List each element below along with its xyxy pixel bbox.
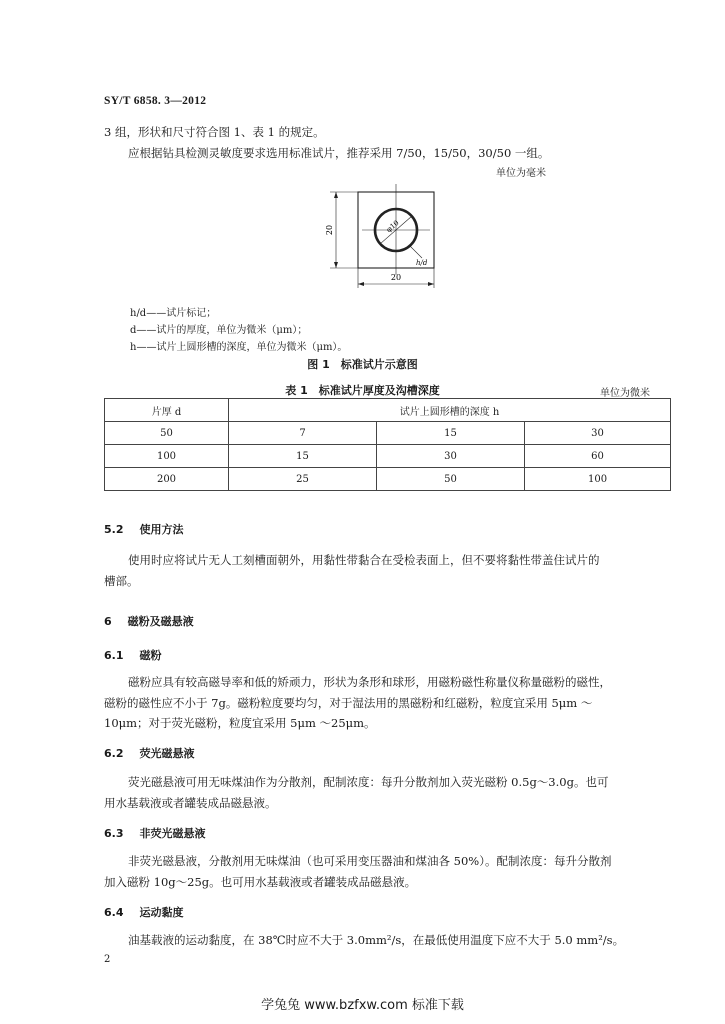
paragraph-line: 荧光磁悬液可用无味煤油作为分散剂，配制浓度：每升分散剂加入荧光磁粉 0.5g～3.0g。也可 (128, 775, 609, 789)
section-number: 6.3 (104, 827, 124, 840)
dim-arrow-up (334, 192, 338, 198)
section-title: 非荧光磁悬液 (139, 827, 206, 840)
table-cell: 30 (525, 422, 671, 445)
table-row (105, 445, 671, 468)
dim-arrow-left (358, 282, 364, 286)
groove-leader (410, 246, 422, 258)
height-dimension-label: 20 (325, 224, 334, 236)
section-6-2-heading (104, 745, 195, 761)
paragraph-line: 使用时应将试片无人工刻槽面朝外，用黏性带黏合在受检表面上，但不要将黏性带盖住试片的 (128, 553, 600, 567)
section-title: 磁粉 (139, 649, 162, 662)
section-title: 使用方法 (139, 523, 184, 536)
legend-line-3: h——试片上圆形槽的深度，单位为微米（μm）。 (130, 342, 348, 353)
table-cell: 60 (525, 445, 671, 468)
specimen-drawing (322, 180, 472, 290)
paragraph-line: 油基载液的运动黏度，在 38℃时应不大于 3.0mm²/s，在最低使用温度下应不大于 5.0 mm²/s。 (128, 933, 625, 947)
table-cell: 30 (377, 445, 525, 468)
paragraph-line: 用水基载液或者罐装成品磁悬液。 (104, 796, 277, 810)
section-number: 6.2 (104, 747, 124, 760)
section-6-heading (104, 613, 194, 629)
intro-line-1: 3 组，形状和尺寸符合图 1、表 1 的规定。 (104, 125, 325, 139)
table-row (105, 422, 671, 445)
page-number: 2 (104, 954, 111, 965)
width-dimension-label: 20 (390, 273, 402, 282)
figure-caption: 图 1 标准试片示意图 (307, 358, 418, 371)
table-cell: 50 (105, 422, 229, 445)
table-cell: 100 (525, 468, 671, 491)
section-title: 运动黏度 (139, 906, 184, 919)
table-cell: 50 (377, 468, 525, 491)
table-cell: 15 (377, 422, 525, 445)
section-title: 荧光磁悬液 (139, 747, 195, 760)
paragraph-line: 磁粉应具有较高磁导率和低的矫顽力，形状为条形和球形，用磁粉磁性称量仪称量磁粉的磁性， (128, 675, 611, 689)
dim-arrow-right (428, 282, 434, 286)
paragraph-line: 加入磁粉 10g～25g。也可用水基载液或者罐装成品磁悬液。 (104, 875, 417, 889)
table-header-depth: 试片上圆形槽的深度 h (229, 399, 671, 422)
specimen-table (104, 398, 671, 491)
intro-line-2: 应根据钻具检测灵敏度要求选用标准试片，推荐采用 7/50，15/50，30/50 一组。 (128, 146, 550, 160)
groove-label: h/d (416, 259, 428, 267)
table-cell: 200 (105, 468, 229, 491)
table-cell: 15 (229, 445, 377, 468)
section-6-3-heading (104, 825, 206, 841)
section-number: 6 (104, 615, 112, 628)
paragraph-line: 磁粉的磁性应不小于 7g。磁粉粒度要均匀，对于湿法用的黑磁粉和红磁粉，粒度宜采用 5μm ～ (104, 696, 593, 710)
legend-line-2: d——试片的厚度，单位为微米（μm）； (130, 325, 308, 336)
section-title: 磁粉及磁悬液 (127, 615, 194, 628)
section-6-4-heading (104, 904, 184, 920)
section-number: 5.2 (104, 523, 124, 536)
figure-unit: 单位为毫米 (496, 168, 546, 179)
footer-watermark: 学兔兔 www.bzfxw.com 标准下载 (261, 998, 464, 1013)
table-unit: 单位为微米 (600, 388, 650, 399)
standard-code-header: SY/T 6858. 3—2012 (104, 95, 207, 107)
section-number: 6.4 (104, 906, 124, 919)
standard-specimen-figure (322, 180, 472, 294)
paragraph-line: 槽部。 (104, 574, 139, 588)
dim-arrow-down (334, 262, 338, 268)
table-cell: 100 (105, 445, 229, 468)
legend-line-1: h/d——试片标记； (130, 308, 217, 319)
section-5-2-heading (104, 521, 184, 537)
table-cell: 7 (229, 422, 377, 445)
section-number: 6.1 (104, 649, 124, 662)
paragraph-line: 非荧光磁悬液，分散剂用无味煤油（也可采用变压器油和煤油各 50%）。配制浓度：每升分散剂 (128, 854, 612, 868)
table-cell: 25 (229, 468, 377, 491)
table-caption: 表 1 标准试片厚度及沟槽深度 (285, 384, 440, 397)
paragraph-line: 10μm；对于荧光磁粉，粒度宜采用 5μm ～25μm。 (104, 716, 376, 730)
table-row (105, 468, 671, 491)
table-header-thickness: 片厚 d (105, 399, 229, 422)
section-6-1-heading (104, 647, 162, 663)
table-header-row (105, 399, 671, 422)
circle-diameter-label: φ10 (384, 218, 401, 234)
